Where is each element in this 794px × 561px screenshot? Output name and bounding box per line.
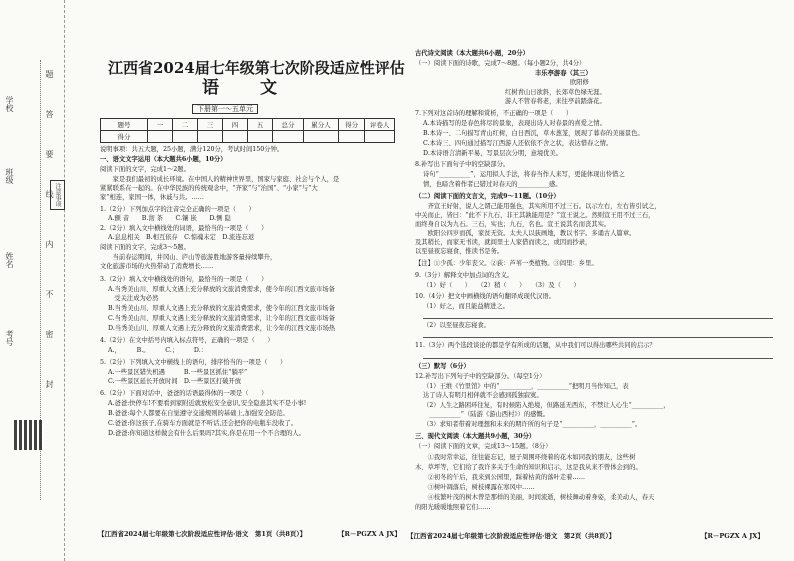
notice-box: 注意事项 (50, 180, 65, 210)
answer-options: （1）好（ ） （2）稍（ ） （3）及（ ） (423, 282, 580, 289)
answer-option: A.当秀美山川、厚重人文遇上充分释放的文旅消费需求，使今年的江西文旅市场备 (108, 286, 335, 293)
answer-line (423, 358, 773, 359)
question: 12.补写出下列句子中的空缺部分。（每空1分） (415, 373, 546, 380)
binding-label: 班级 (5, 168, 14, 184)
subsection-heading: （二）阅读下面的文言文，完成9～11题。（10分） (415, 193, 560, 200)
question: 10.（4分）把文中画横线的语句翻译成现代汉语。 (415, 293, 555, 300)
question: 5.（2分）下列填入文中横线上的语句，排序恰当的一项是（ ） (100, 359, 287, 366)
answer-option: A.爸爸:快停车!不要看到家附近就放松安全意识,安全隐患其实不是小事! (108, 400, 307, 407)
question: 4.（2分）在文中括号内填入标点符号，正确的一项是（ ） (100, 337, 274, 344)
passage-line: 齐宣王好射，说人之谓己能用强也，其实所用不过三石。以示左右，左右皆引试之， (415, 203, 661, 210)
passage-line: 而终身自以为九石。三石，实也；九石，名也。宣王说其名而丧其实。 (415, 221, 611, 228)
answer-options: A.息息相关 B.相互依存 C.惊魂未定 D.流连忘返 (108, 234, 255, 241)
table-cell: 一 (148, 119, 173, 131)
question: 3.（2分）填入文中横线处的语句，最恰当的一项是（ ） (100, 276, 268, 283)
scope-label: 下册第一～五单元 (192, 104, 258, 114)
left-page (90, 0, 405, 561)
answer-option: B.本诗一、二句描写青山红树，白日西沉，草木葱茏，展现了暮春的美丽景色。 (423, 130, 644, 137)
passage-line: 及其稍长，而家无书读，就闾里士人家借而读之，或因而抄录， (415, 239, 592, 246)
answer-options: A.， B.。 C.； D.： (108, 347, 208, 354)
binding-label: 密 (45, 330, 54, 338)
passage-line: 当前春运期间，井冈山、庐山等旅游胜地游客量持续攀升， (100, 254, 277, 261)
poem-author: 欧阳修 (570, 79, 589, 86)
fill-blank: 情，也暗含着作者已错过对春天的__________感。 (423, 181, 562, 188)
answer-option: D.当秀美山川、厚重人文遇上充分释放的文旅消费需求，让今年的江西文旅市场热 (108, 325, 336, 332)
table-cell: 三 (198, 119, 223, 131)
binding-margin (0, 0, 65, 561)
page-code: 【R－PGZX A JX】 (701, 532, 764, 540)
answer-option: B.爸爸:每个人都要在自觉遵守交通规则的基础上,加强安全防范。 (108, 410, 289, 417)
passage-line: ②初冬的午后，我来到公园里，踩着枯黄的落叶走着…… (415, 474, 586, 481)
binding-label: 要 (45, 150, 54, 158)
fill-blank: __________”（陆游《游山西村》）的感慨。 (423, 411, 550, 418)
table-cell: 评卷人 (365, 119, 395, 131)
table-cell: 累分人 (304, 119, 339, 131)
fill-blank: 达了诗人有明月相伴就不会感到孤独寂寞。 (423, 392, 543, 399)
score-table-row (101, 131, 339, 143)
right-page (405, 0, 785, 561)
page-footer: 【江西省2024届七年级第七次阶段适应性评估·语文 第2页（共8页）】 (407, 532, 616, 540)
reviewer-table (338, 118, 395, 143)
answer-option: A.本诗描写的是春色将尽的景象，表现出诗人对春景的喜爱之情。 (423, 120, 606, 127)
passage-line: 文化旅游市场的火热带动了消费增长…… (100, 263, 214, 270)
answer-option: D.爸爸:你知道这样做会有什么后果吗?其实,你是在用一个不合理的人。 (108, 430, 305, 437)
passage-line: 家”相连，家国一体，休戚与共。…… (100, 194, 204, 201)
table-cell: 五 (248, 119, 273, 131)
answer-line (423, 337, 773, 338)
answer-line (423, 318, 773, 319)
score-table-header (101, 119, 339, 131)
binding-label: 学校 (5, 96, 14, 112)
table-cell: 四 (223, 119, 248, 131)
answer-option: C.当秀美山川、厚重人文遇上充分释放的文旅消费需求，让今年的江西文旅市场备 (108, 315, 335, 322)
answer-option: C.爸爸:你这孩子,在骑车方面就是不听话,还会把你的电瓶车没收了。 (108, 420, 298, 427)
question: 7.下列对这首诗的理解和赏析，不正确的一项是（ ） (415, 110, 573, 117)
passage-line: 的阳光暖暖地照着它们…… (415, 504, 491, 511)
question: 6.（2分）下面对话中，爸爸的话语最得体的一项是（ ） (100, 390, 268, 397)
binding-label: 答 (45, 110, 54, 118)
answer-option: C.本诗三、四句通过描写江西游人还依依不舍之状，表达惜春之情。 (423, 140, 613, 147)
page-footer: 【江西省2024届七年级第七次阶段适应性评估·语文 第1页（共8页）】 (98, 530, 307, 538)
passage-line: ①我时常幸运，往往能忘记，屋子周围环绕着的花木如同我的朋友，这些树 (415, 454, 636, 461)
binding-label: 姓名 (5, 252, 14, 268)
passage-line: 紧紧联系在一起的。在中华民族的传统观念中，“齐家”与“治国”、“小家”与“大 (100, 185, 318, 192)
translate-item: （2）以至昼夜忘寝食。 (423, 322, 490, 329)
poem-line: 游人不管春将老，来往亭前踏落花。 (505, 98, 606, 105)
passage-line: 中关而止，皆曰：“此不下九石，非王其孰能用是？”宣王说之。然则宣王用不过三石， (415, 212, 655, 219)
question: 8.补写出下面句子中的空缺部分。 (415, 161, 510, 168)
binding-label: 考号 (5, 330, 14, 346)
passage-line: 欧阳公四岁而孤，家贫无资。太夫人以荻画地，教以书字。多诵古人篇章。 (415, 230, 636, 237)
fill-blank: （1）王维《竹里馆》中的“__________，__________”把明月当作知己，表 (423, 383, 629, 390)
exam-notes: 说明事项：共五大题，25小题，满分120分，考试时间150分钟。 (100, 146, 284, 153)
reading-prompt: 阅读下面的文字，完成1～2题。 (100, 166, 190, 173)
answer-option: 受关注成为必然 (108, 295, 159, 302)
table-cell: 得分 (339, 119, 365, 131)
subsection-heading: （一）阅读下面的文章，完成13～15题。（8分） (415, 443, 552, 450)
reading-prompt: 阅读下面的文字，完成3～5题。 (100, 244, 190, 251)
passage-line: 家是我们最初的成长环境。在中国人的精神世界里，国家与家庭、社会与个人，是 (100, 176, 340, 183)
passage-line: ③树叶凋落后，树枝裸露在寒风中…… (415, 484, 535, 491)
table-cell: 题号 (101, 119, 148, 131)
fill-blank: （2）人生之路困环往复，有时候陷入绝境，但路延无西东，不禁让人心生“__________， (423, 402, 670, 409)
binding-label: 不 (45, 290, 54, 298)
binding-label: 内 (45, 240, 54, 248)
exam-title: 江西省2024届七年级第七次阶段适应性评估 (108, 59, 405, 77)
subsection-heading: （一）阅读下面的诗歌，完成7～8题。（每小题2分，共4分） (415, 60, 586, 67)
section-heading: 三、现代文阅读（本大题共9小题，30分） (415, 433, 536, 440)
annotation-notes: 【注】①少孤：少年丧父。②荻：芦苇一类植物。③闾里：乡里。 (415, 260, 598, 267)
translate-item: （1）好之，而且能益精进之。 (423, 303, 509, 310)
passage-line: ④枝繁叶茂的树木曾是那样的美丽，时间流逝，树枝舞动着身姿，柔美动人，春天 (415, 494, 655, 501)
binding-label: 线 (45, 190, 54, 198)
answer-option: B.当秀美山川、厚重人文遇上充分释放的文旅消费需求，使今年的江西文旅市场备 (108, 305, 336, 312)
section-heading: 一、语文文字运用（本大题共6小题，10分） (100, 156, 227, 163)
subsection-heading: （三）默写（6分） (415, 363, 470, 370)
answer-options: A.颤 音 B.沏 茶 C.镶 嵌 D.恻 隐 (108, 215, 231, 222)
question: 2.（2分）填入文中横线处的词语，最恰当的一项是（ ） (100, 225, 268, 232)
question: 9.（3分）解释文中加点词的含义。 (415, 272, 514, 279)
page-code: 【R－PGZX A JX】 (338, 530, 401, 538)
score-table (100, 118, 339, 143)
subject-title: 语 文 (202, 78, 289, 98)
poem-line: 红树青山日欲斜，长郊草色绿无涯。 (505, 89, 606, 96)
binding-label: 题 (45, 70, 54, 78)
passage-line: 以至昼夜忘寝食，惟读书是务。 (415, 248, 504, 255)
passage-line: 木、草坪等，它们给了我许多关于生命的知识和启示，这是我从来不曾体会到的。 (415, 464, 642, 471)
question: 1.（2分）下列加点字的注音完全正确的一项是（ ） (100, 206, 255, 213)
table-cell: 得分 (101, 131, 148, 143)
question: 11.（3分）两个选段谈论的都是学有所成的话题，从中我们可以得出哪些共同的启示？ (415, 342, 656, 349)
fill-blank: （3）求知者带着对理想和未来的期许所的句子是“__________，__________”。 (423, 421, 642, 428)
qr-code (14, 420, 44, 450)
table-cell: 二 (173, 119, 198, 131)
answer-option: D.本诗语言清新平易，写景层次分明，意境优美。 (423, 150, 563, 157)
answer-options: C.一些景区延长开放时间 D.一些景区打破开放 (108, 378, 242, 385)
poem-title: 丰乐亭游春（其三） (535, 70, 592, 77)
binding-label: 封 (45, 380, 54, 388)
fill-blank: 诗句“__________”，运用拟人手法，将春当作人来写，更能体现出怜惜之 (423, 171, 625, 178)
answer-options: A.一些景区错失机遇 B.一些景区抓住“躺平” (108, 369, 248, 376)
table-cell: 总分 (273, 119, 304, 131)
section-heading: 古代诗文阅读（本大题共6小题，20分） (415, 50, 529, 57)
